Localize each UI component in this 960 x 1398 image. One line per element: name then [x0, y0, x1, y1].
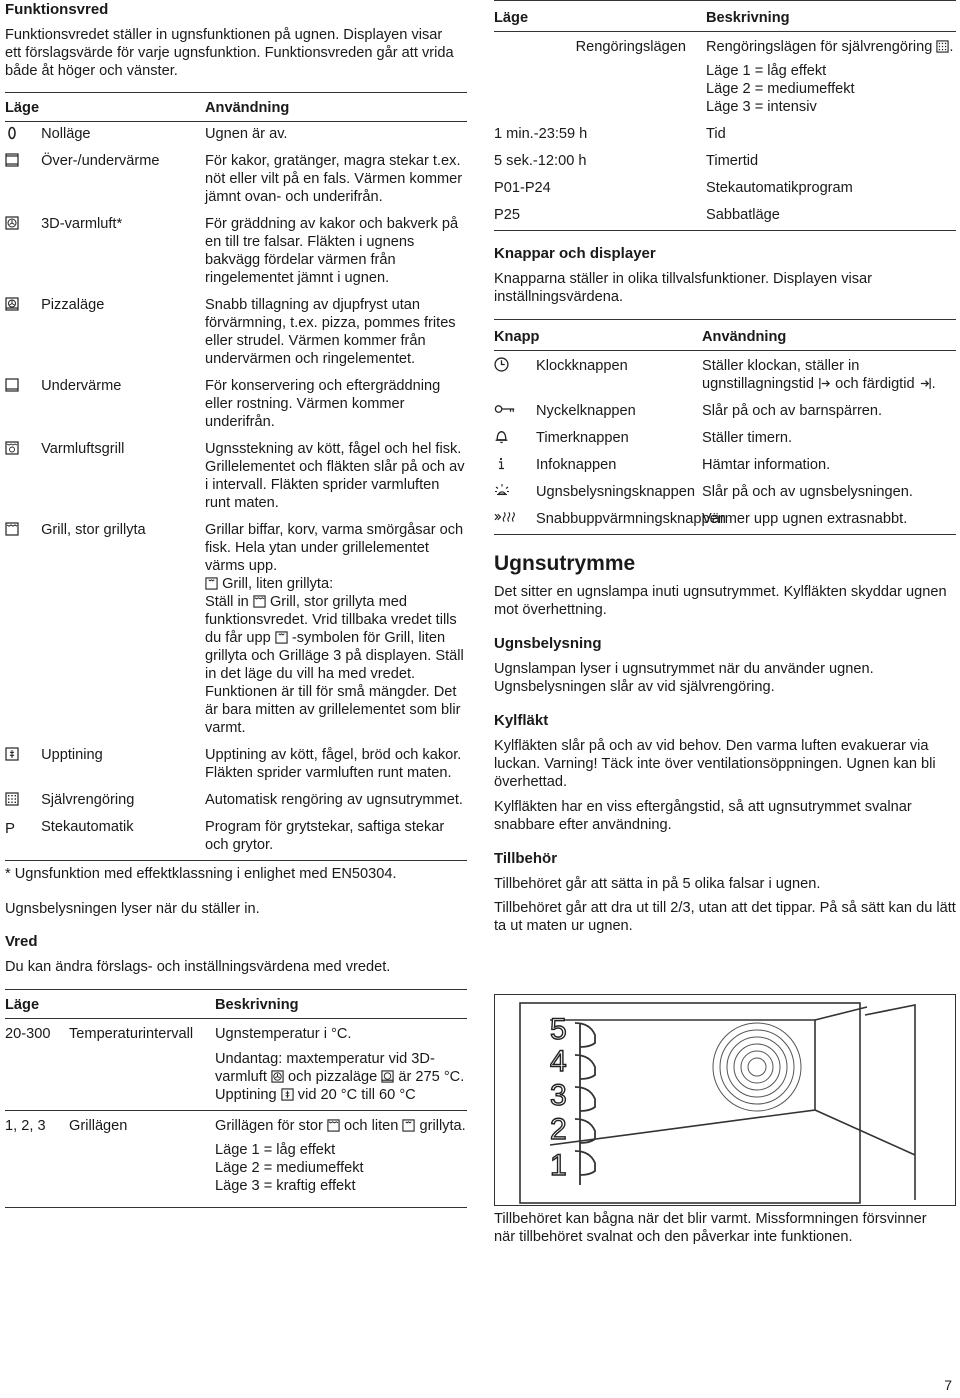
buttons-table [494, 319, 956, 535]
mode-name: 3D-varmluft* [41, 216, 123, 232]
pizza-setting-icon [381, 1070, 394, 1083]
shelf-number-labels [550, 1013, 567, 1182]
clock-icon [494, 357, 536, 371]
intro-text: Funktionsvredet ställer in ugnsfunktionen på ugnen. Displayen visar ett förslagsvärde för varje ugnsfunktion. Funktionsvreden går att vrida både åt höger och vänster. [5, 27, 454, 79]
desc-text: Rengöringslägen för självrengöring [706, 39, 933, 55]
table-row [5, 815, 467, 861]
table-row [494, 507, 956, 535]
table-row [5, 212, 467, 293]
table-row [494, 453, 956, 480]
table-row [5, 1111, 467, 1208]
section-title-cavity: Ugnsutrymme [494, 552, 636, 575]
shelf-label-4: 4 [550, 1045, 567, 1078]
button-use: Ställer timern. [702, 430, 793, 446]
table-row [5, 518, 467, 743]
mode-name: 1 min.-23:59 h [494, 126, 588, 142]
bell-icon [494, 429, 536, 443]
defrost-icon [5, 747, 19, 761]
mode-use: Ugnsstekning av kött, fågel och hel fisk. Grillelementet och fläkten slår på och av i intervall. Fläkten sprider varmluften runt maten. [205, 441, 465, 511]
desc-text: är 275 °C. [398, 1069, 465, 1085]
button-name: Snabbuppvärmningsknappen [536, 511, 726, 527]
pizza-setting-icon [5, 297, 19, 311]
table-row [5, 293, 467, 374]
mode-use: För gräddning av kakor och bakverk på en till tre falsar. Fläkten i ugnens bakvägg fördelar värmen från ringelementet jämnt i ugnen. [205, 216, 459, 286]
mode-name: Undervärme [41, 378, 122, 394]
button-use: Slår på och av barnspärren. [702, 403, 883, 419]
grill-small-text-1: Ställ in [205, 594, 249, 610]
grill-small-text-2: Grill, stor grillyta med funktionsvredet. Vrid tillbaka vredet tills du får upp [205, 594, 457, 646]
table-row [5, 122, 467, 150]
desc-line: Läge 1 = låg effekt [706, 63, 827, 79]
accessories-text-2: Tillbehöret går att dra ut till 2/3, utan att det tippar. På så sätt kan du lätt ta ut maten ur ugnen. [494, 900, 956, 934]
mode-code: 20-300 [5, 1026, 51, 1042]
desc-line: Läge 2 = mediumeffekt [215, 1160, 364, 1176]
section-title-buttons: Knappar och displayer [494, 245, 656, 262]
3d-hot-air-icon [271, 1070, 284, 1083]
hot-air-grill-icon [5, 441, 19, 455]
desc-line: Läge 1 = låg effekt [215, 1142, 336, 1158]
mode-desc: Timertid [706, 153, 759, 169]
grill-small-text-3: -symbolen för Grill, liten grillyta och Grilläge 3 på displayen. Ställ in det läge du vill ha med vredet. Funktionen är till för små mängder. Det är bara mitten av grillelementet som blir varmt. [205, 630, 464, 736]
key-icon [494, 402, 536, 416]
section-title-accessories: Tillbehör [494, 850, 558, 867]
small-grill-icon [275, 631, 288, 644]
vred-intro: Du kan ändra förslags- och inställningsvärdena med vredet. [5, 959, 391, 975]
table-row: Klockknappen Ställer klockan, ställer in ugnstillagningstid och färdigtid . [494, 351, 956, 400]
info-icon [494, 456, 536, 470]
mode-desc: Stekautomatikprogram [706, 180, 853, 196]
mode-desc: Sabbatläge [706, 203, 956, 231]
shelf-rails [575, 1023, 595, 1185]
desc-line: Läge 3 = intensiv [706, 99, 817, 115]
light-icon [494, 483, 536, 497]
knob-table [5, 989, 467, 1208]
mode-name: Pizzaläge [41, 297, 105, 313]
desc-text: Grillägen för stor [215, 1118, 323, 1134]
col-header-use: Användning [702, 320, 956, 351]
mode-name: P01-P24 [494, 180, 551, 196]
bottom-heat-icon [5, 378, 19, 392]
mode-name: Nolläge [41, 126, 91, 142]
cooking-time-icon [818, 377, 831, 390]
button-use: Hämtar information. [702, 457, 831, 473]
zero-position-icon [5, 126, 19, 140]
desc-text: och liten [344, 1118, 399, 1134]
right-column [494, 0, 956, 935]
table-row [494, 122, 956, 149]
mode-use: Automatisk rengöring av ugnsutrymmet. [205, 792, 463, 808]
mode-name: Över-/undervärme [41, 153, 160, 169]
mode-use: Program för grytstekar, saftiga stekar och grytor. [205, 815, 467, 861]
footnote: * Ugnsfunktion med effektklassning i enlighet med EN50304. [5, 866, 397, 882]
fan-text-1: Kylfläkten slår på och av vid behov. Den varma luften evakuerar via luckan. Varning! Täck inte över ventilationsöppningen. Ugnen kan bli överhettad. [494, 738, 936, 790]
mode-use: För kakor, gratänger, magra stekar t.ex. nöt eller vilt på en fals. Värmen kommer jämnt ovan- och underifrån. [205, 153, 463, 205]
shelf-label-1: 1 [550, 1149, 567, 1182]
mode-name: Upptining [41, 747, 103, 763]
col-header-description: Beskrivning [215, 990, 467, 1019]
desc-line: Läge 2 = mediumeffekt [706, 81, 855, 97]
small-grill-icon [402, 1119, 415, 1132]
table-row [5, 374, 467, 437]
left-column [5, 0, 467, 1208]
lamp-note: Ugnsbelysningen lyser när du ställer in. [5, 901, 260, 917]
section-title-funktionsvred: Funktionsvred [5, 1, 109, 18]
button-name: Ugnsbelysningsknappen [536, 484, 696, 500]
oven-cavity-drawing [495, 995, 955, 1205]
table-row [494, 203, 956, 231]
grill-small-label: Grill, liten grillyta: [222, 576, 334, 592]
col-header-mode: Läge [5, 990, 215, 1019]
table-row [5, 1019, 467, 1111]
mode-name: Varmluftsgrill [41, 441, 125, 457]
oven-shelf-illustration [494, 994, 956, 1206]
mode-name: Grillägen [69, 1118, 128, 1134]
mode-use: Grillar biffar, korv, varma smörgåsar och fisk. Hela ytan under grillelementet värms upp. [205, 522, 464, 574]
col-header-button: Knapp [494, 320, 702, 351]
table-row [494, 399, 956, 426]
desc-text: vid 20 °C till 60 °C [297, 1087, 416, 1103]
desc-line: Ugnstemperatur i °C. [215, 1026, 352, 1042]
accessories-text-1: Tillbehöret går att sätta in på 5 olika falsar i ugnen. [494, 876, 821, 892]
shelf-label-3: 3 [550, 1079, 567, 1112]
section-title-vred: Vred [5, 933, 38, 950]
table-row [5, 788, 467, 815]
button-use: Ställer klockan, ställer in ugnstillagningstid [702, 358, 860, 392]
shelf-label-2: 2 [550, 1113, 567, 1146]
full-grill-icon [327, 1119, 340, 1132]
end-time-icon [919, 377, 932, 390]
button-use: och färdigtid [835, 376, 915, 392]
defrost-icon [281, 1088, 294, 1101]
table-row [494, 149, 956, 176]
button-name: Timerknappen [536, 430, 629, 446]
button-name: Infoknappen [536, 457, 617, 473]
self-cleaning-icon [936, 40, 949, 53]
mode-name: P25 [494, 203, 706, 231]
self-cleaning-icon [5, 792, 19, 806]
desc-text: och pizzaläge [288, 1069, 378, 1085]
fan-grille [713, 1023, 801, 1111]
shelf-label-5: 5 [550, 1013, 567, 1046]
mode-use: Upptining av kött, fågel, bröd och kakor. Fläkten sprider varmluften runt maten. [205, 747, 462, 781]
lamp-text: Ugnslampan lyser i ugnsutrymmet när du använder ugnen. Ugnsbelysningen slår av vid självrengöring. [494, 661, 874, 695]
small-grill-icon [205, 577, 218, 590]
mode-name: Självrengöring [41, 792, 135, 808]
desc-line: Läge 3 = kraftig effekt [215, 1178, 356, 1194]
auto-roast-icon: P [5, 820, 16, 837]
mode-code: 1, 2, 3 [5, 1118, 46, 1134]
mode-use: Snabb tillagning av djupfryst utan förvärmning, t.ex. pizza, pommes frites eller strudel. Värmen kommer från undervärmen och ringelementet. [205, 297, 456, 367]
mode-name: Grill, stor grillyta [41, 522, 146, 538]
section-title-lamp: Ugnsbelysning [494, 635, 602, 652]
col-header-use: Användning [205, 93, 467, 122]
mode-desc: Tid [706, 126, 726, 142]
full-grill-icon [253, 595, 266, 608]
table-row [494, 426, 956, 453]
col-header-mode: Läge [494, 1, 706, 32]
full-grill-icon [5, 522, 19, 536]
accessories-text-3: Tillbehöret kan bågna när det blir varmt. Missformningen försvinner när tillbehöret svalnat och den påverkar inte funktionen. [494, 1211, 927, 1245]
table-row [5, 149, 467, 212]
rapid-heat-icon [494, 510, 536, 524]
page-number: 7 [944, 1377, 952, 1393]
desc-text: grillyta. [419, 1118, 466, 1134]
mode-name: 5 sek.-12:00 h [494, 153, 587, 169]
table-row [494, 176, 956, 203]
mode-use: Ugnen är av. [205, 126, 288, 142]
mode-name: Stekautomatik [41, 819, 134, 835]
button-name: Nyckelknappen [536, 403, 636, 419]
button-use: Värmer upp ugnen extrasnabbt. [702, 507, 956, 535]
fan-text-2: Kylfläkten har en viss eftergångstid, så att ugnsutrymmet svalnar snabbare efter användning. [494, 799, 912, 833]
col-header-mode: Läge [5, 93, 205, 122]
mode-use: För konservering och eftergräddning eller rostning. Värmen kommer underifrån. [205, 378, 441, 430]
mode-name: Rengöringslägen [575, 39, 686, 55]
3d-hot-air-icon [5, 216, 19, 230]
buttons-intro: Knapparna ställer in olika tillvalsfunktioner. Displayen visar inställningsvärdena. [494, 271, 873, 305]
modes-table [494, 0, 956, 231]
cavity-text: Det sitter en ugnslampa inuti ugnsutrymmet. Kylfläkten skyddar ugnen mot överhettning. [494, 584, 947, 618]
button-name: Klockknappen [536, 358, 628, 374]
desc-text: Undantag: maxtemperatur vid 3D-varmluft [215, 1051, 435, 1085]
desc-text: Upptining [215, 1087, 277, 1103]
table-row [494, 480, 956, 507]
mode-name: Temperaturintervall [69, 1026, 194, 1042]
top-bottom-heat-icon [5, 153, 19, 167]
function-table [5, 92, 467, 861]
section-title-fan: Kylfläkt [494, 712, 549, 729]
table-row [5, 743, 467, 788]
table-row: Rengöringslägen Rengöringslägen för självrengöring . Läge 1 = låg effekt Läge 2 = mediumeffekt Läge 3 = intensiv [494, 32, 956, 123]
col-header-description: Beskrivning [706, 1, 956, 32]
table-row [5, 437, 467, 518]
button-use: Slår på och av ugnsbelysningen. [702, 484, 913, 500]
